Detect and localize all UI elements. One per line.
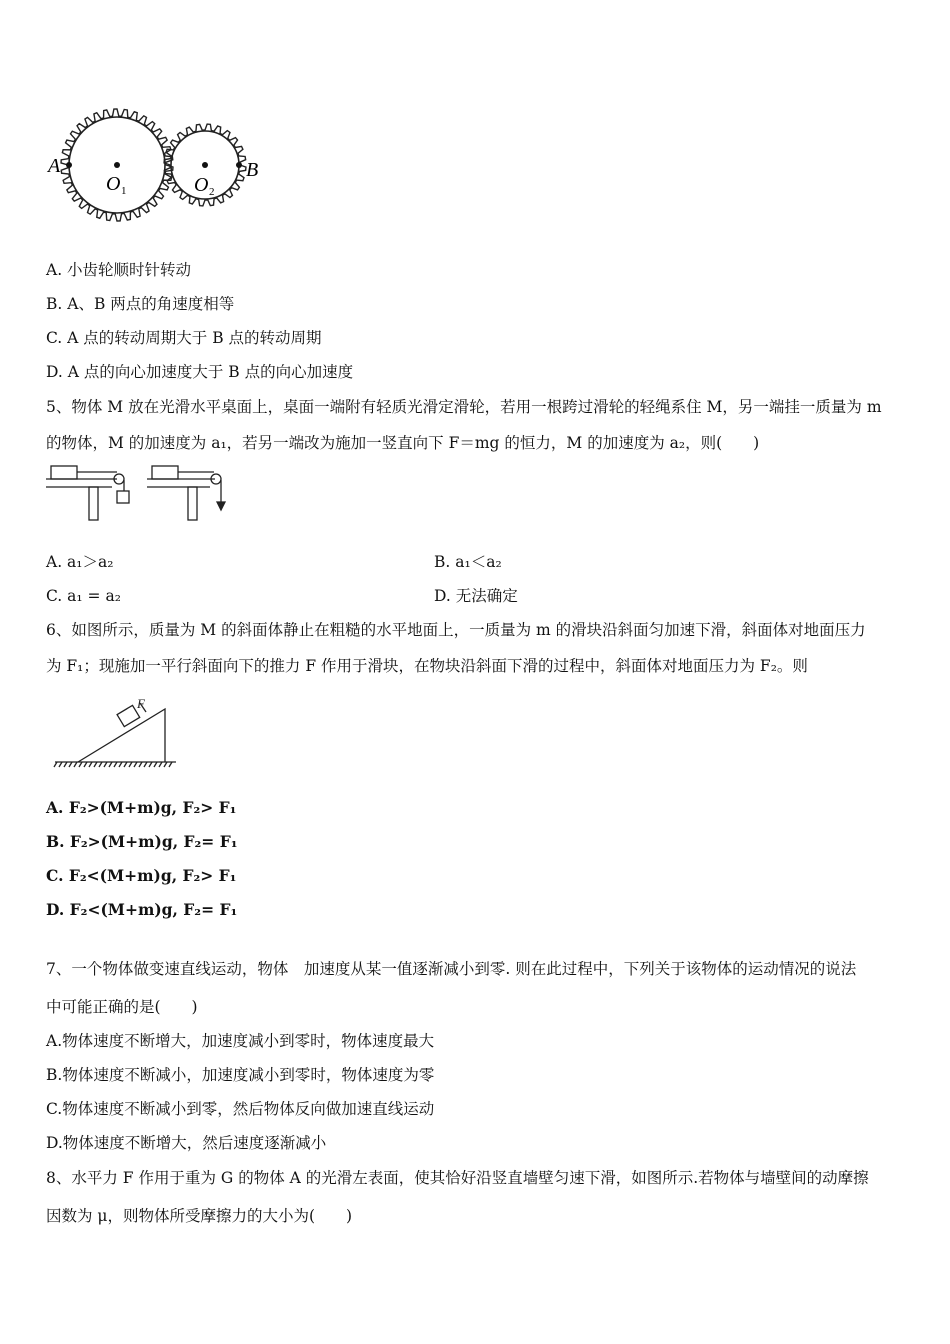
- hatch-mark: [119, 762, 122, 767]
- q5-option-d: D. 无法确定: [434, 587, 518, 605]
- push-arrow: [140, 703, 146, 712]
- ground-hatch: [54, 762, 172, 767]
- hatch-mark: [74, 762, 77, 767]
- label-o2: O: [194, 174, 209, 196]
- q6-stem-line1: 6、如图所示，质量为 M 的斜面体静止在粗糙的水平地面上，一质量为 m 的滑块沿斜面匀加速下滑，斜面体对地面压力: [46, 621, 866, 639]
- label-o1: O: [106, 173, 121, 195]
- hatch-mark: [149, 762, 152, 767]
- q7-option-a: A.物体速度不断增大，加速度减小到零时，物体速度最大: [46, 1032, 435, 1050]
- label-a: A: [48, 155, 61, 177]
- gear1-teeth: [61, 109, 173, 221]
- q7-stem-line1: 7、一个物体做变速直线运动，物体 加速度从某一值逐渐减小到零. 则在此过程中，下列关于该物体的运动情况的说法: [46, 960, 857, 978]
- label-o1-sub: 1: [121, 185, 127, 197]
- large-gear: [61, 109, 173, 221]
- hatch-mark: [124, 762, 127, 767]
- hatch-mark: [84, 762, 87, 767]
- hatch-mark: [59, 762, 62, 767]
- q5-stem-line2: 的物体，M 的加速度为 a₁，若另一端改为施加一竖直向下 F＝mg 的恒力，M 的加速度为 a₂，则( ): [46, 434, 760, 452]
- label-f: F: [137, 696, 145, 711]
- q7-option-c: C.物体速度不断减小到零，然后物体反向做加速直线运动: [46, 1100, 435, 1118]
- hatch-mark: [99, 762, 102, 767]
- q5-stem-line1: 5、物体 M 放在光滑水平桌面上，桌面一端附有轻质光滑定滑轮，若用一根跨过滑轮的轻绳系住 M，另一端挂一质量为 m: [46, 398, 882, 416]
- q7-option-b: B.物体速度不断减小，加速度减小到零时，物体速度为零: [46, 1066, 435, 1084]
- label-o2-sub: 2: [209, 186, 215, 198]
- hatch-mark: [54, 762, 57, 767]
- incline-body: [78, 709, 165, 762]
- center-o1-dot: [114, 162, 120, 168]
- pulley-right: [211, 474, 221, 484]
- q6-option-b: B. F₂>(M+m)g, F₂= F₁: [46, 832, 238, 851]
- q7-option-d: D.物体速度不断增大，然后速度逐渐减小: [46, 1134, 327, 1152]
- point-a-dot: [66, 162, 72, 168]
- hatch-mark: [109, 762, 112, 767]
- q8-stem-line1: 8、水平力 F 作用于重为 G 的物体 A 的光滑左表面，使其恰好沿竖直墙壁匀速下滑，如图所示.若物体与墙壁间的动摩擦: [46, 1169, 869, 1187]
- table-leg-right: [188, 487, 197, 520]
- hatch-mark: [104, 762, 107, 767]
- q6-option-d: D. F₂<(M+m)g, F₂= F₁: [46, 900, 238, 919]
- point-b-dot: [236, 162, 242, 168]
- hatch-mark: [169, 762, 172, 767]
- hatch-mark: [114, 762, 117, 767]
- small-gear: [164, 124, 246, 206]
- q6-option-a: A. F₂>(M+m)g, F₂> F₁: [46, 798, 237, 817]
- q4-option-a: A. 小齿轮顺时针转动: [46, 261, 192, 279]
- q5-option-a: A. a₁＞a₂: [46, 553, 114, 571]
- hatch-mark: [154, 762, 157, 767]
- block-m-left: [51, 466, 77, 479]
- block-m-right: [152, 466, 178, 479]
- hatch-mark: [139, 762, 142, 767]
- force-arrow-head: [217, 502, 225, 510]
- gear2-rim: [171, 131, 239, 199]
- hatch-mark: [144, 762, 147, 767]
- hatch-mark: [164, 762, 167, 767]
- hatch-mark: [89, 762, 92, 767]
- label-b: B: [246, 159, 259, 181]
- q5-option-c: C. a₁ = a₂: [46, 587, 121, 605]
- q6-stem-line2: 为 F₁；现施加一平行斜面向下的推力 F 作用于滑块，在物块沿斜面下滑的过程中，斜面体对地面压力为 F₂。则: [46, 657, 808, 675]
- hatch-mark: [69, 762, 72, 767]
- center-o2-dot: [202, 162, 208, 168]
- q4-option-c: C. A 点的转动周期大于 B 点的转动周期: [46, 329, 322, 347]
- gear2-teeth: [164, 124, 246, 206]
- q4-option-d: D. A 点的向心加速度大于 B 点的向心加速度: [46, 363, 354, 381]
- pulley-left: [114, 474, 124, 484]
- q5-option-b: B. a₁＜a₂: [434, 553, 502, 571]
- hatch-mark: [134, 762, 137, 767]
- hatch-mark: [94, 762, 97, 767]
- gear1-rim: [69, 117, 165, 213]
- hatch-mark: [159, 762, 162, 767]
- q4-option-b: B. A、B 两点的角速度相等: [46, 295, 235, 313]
- table-leg-left: [89, 487, 98, 520]
- hatch-mark: [64, 762, 67, 767]
- hatch-mark: [129, 762, 132, 767]
- q6-option-c: C. F₂<(M+m)g, F₂> F₁: [46, 866, 237, 885]
- q8-stem-line2: 因数为 μ，则物体所受摩擦力的大小为( ): [46, 1207, 353, 1225]
- slider-block: [117, 705, 140, 726]
- q7-stem-line2: 中可能正确的是( ): [46, 998, 198, 1016]
- hatch-mark: [79, 762, 82, 767]
- hanging-mass: [117, 491, 129, 503]
